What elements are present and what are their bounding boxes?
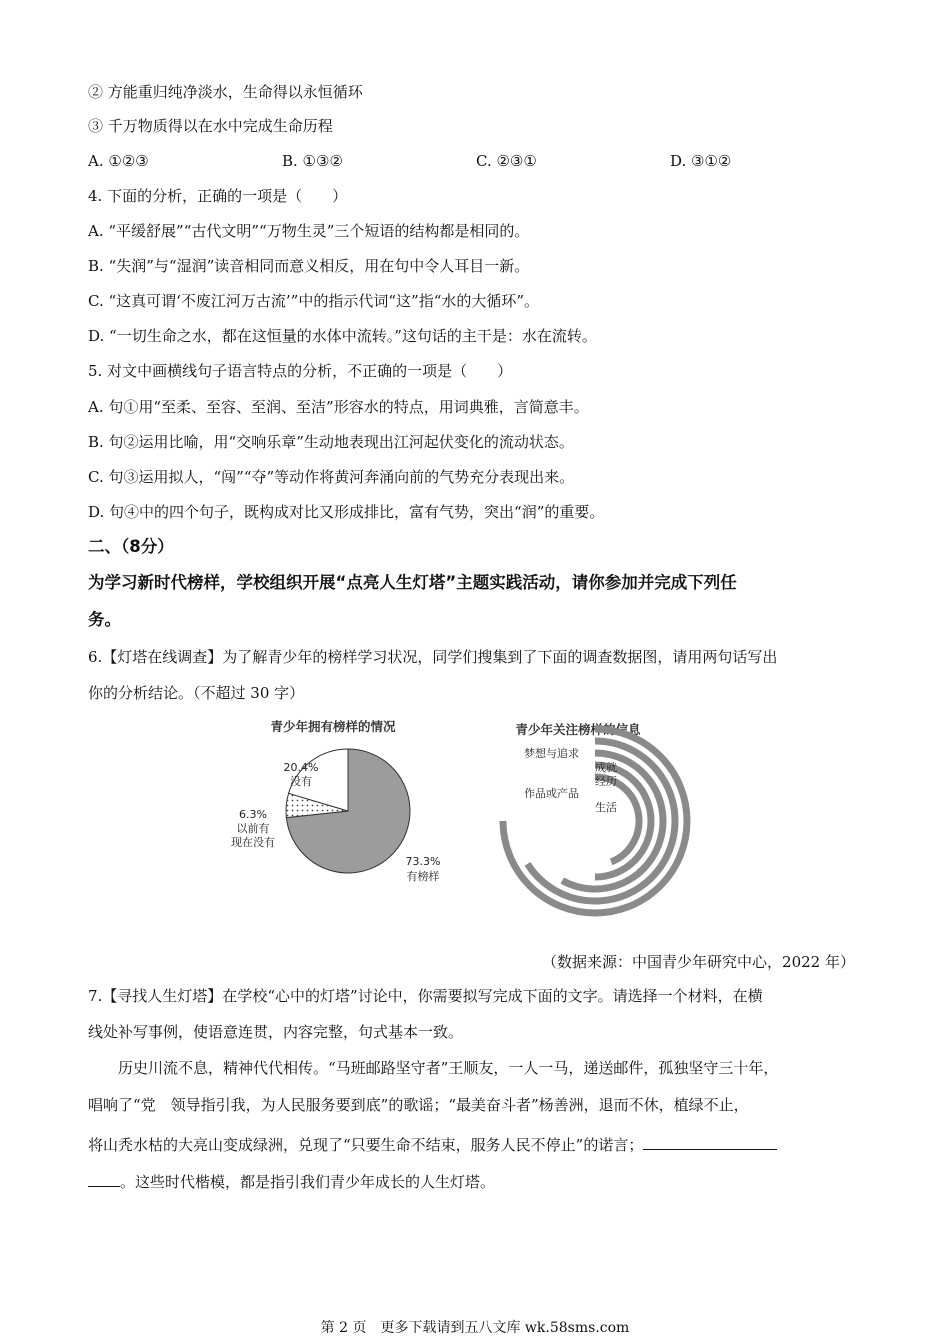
q4-option-a: A. “平缓舒展”“古代文明”“万物生灵”三个短语的结构都是相同的。 bbox=[88, 222, 530, 240]
q3-option-c: C. ②③① bbox=[476, 152, 537, 170]
q7-paragraph-line-4-text: 。这些时代楷模，都是指引我们青少年成长的人生灯塔。 bbox=[120, 1173, 496, 1191]
page-footer: 第 2 页 更多下载请到五八文库 wk.58sms.com bbox=[320, 1320, 630, 1336]
q5-stem: 5. 对文中画横线句子语言特点的分析，不正确的一项是（ ） bbox=[88, 362, 513, 380]
q7-paragraph-line-3-text: 将山秃水枯的大亮山变成绿洲，兑现了“只要生命不结束，服务人民不停止”的诺言； bbox=[88, 1136, 644, 1154]
data-source: （数据来源：中国青少年研究中心，2022 年） bbox=[542, 953, 855, 971]
q7-paragraph-line-3 bbox=[88, 1133, 777, 1155]
q4-option-d: D. “一切生命之水，都在这恒量的水体中流转。”这句话的主干是：水在流转。 bbox=[88, 327, 597, 345]
pie-label-former-1: 以前有 bbox=[236, 822, 270, 835]
q7-paragraph-line-2: 唱响了“党 领导指引我，为人民服务要到底”的歌谣；“最美奋斗者”杨善洲，退而不休，植绿不止， bbox=[88, 1096, 749, 1114]
q4-stem: 4. 下面的分析，正确的一项是（ ） bbox=[88, 187, 348, 205]
answer-blank-1[interactable] bbox=[643, 1133, 777, 1150]
radial-chart-title: 青少年关注榜样的信息 bbox=[515, 722, 641, 737]
section-heading: 二、（8分） bbox=[88, 537, 174, 556]
q5-option-d: D. 句④中的四个句子，既构成对比又形成排比，富有气势，突出“润”的重要。 bbox=[88, 503, 605, 521]
q3-item-3: ③ 千万物质得以在水中完成生命历程 bbox=[88, 117, 333, 135]
pie-label-former-percent: 6.3% bbox=[239, 808, 267, 821]
radial-label-dream: 梦想与追求 bbox=[524, 747, 579, 760]
pie-chart-title: 青少年拥有榜样的情况 bbox=[270, 719, 396, 734]
radial-chart bbox=[490, 713, 700, 918]
pie-label-has: 有榜样 bbox=[406, 870, 440, 883]
pie-label-former-2: 现在没有 bbox=[231, 836, 275, 849]
q3-item-2: ② 方能重归纯净淡水，生命得以永恒循环 bbox=[88, 83, 363, 101]
q3-option-a: A. ①②③ bbox=[88, 152, 149, 170]
q5-option-b: B. 句②运用比喻，用“交响乐章”生动地表现出江河起伏变化的流动状态。 bbox=[88, 433, 574, 451]
q5-option-a: A. 句①用“至柔、至容、至润、至洁”形容水的特点，用词典雅，言简意丰。 bbox=[88, 398, 589, 416]
q7-paragraph-line-4 bbox=[88, 1170, 495, 1192]
q3-option-b: B. ①③② bbox=[282, 152, 343, 170]
q6-line-1: 6.【灯塔在线调查】为了解青少年的榜样学习状况，同学们搜集到了下面的调查数据图，请用两句话写出 bbox=[88, 648, 778, 666]
pie-label-none-percent: 20.4% bbox=[283, 761, 319, 774]
q3-option-d: D. ③①② bbox=[670, 152, 732, 170]
radial-label-achievement: 成就 bbox=[595, 761, 617, 774]
radial-label-works: 作品或产品 bbox=[524, 787, 579, 800]
q4-option-b: B. “失润”与“湿润”读音相同而意义相反，用在句中令人耳目一新。 bbox=[88, 257, 530, 275]
q6-line-2: 你的分析结论。（不超过 30 字） bbox=[88, 684, 305, 702]
pie-label-none: 没有 bbox=[290, 775, 312, 788]
q7-line-2: 线处补写事例，使语意连贯，内容完整，句式基本一致。 bbox=[88, 1023, 464, 1041]
radial-label-experience: 经历 bbox=[595, 775, 617, 788]
q5-option-c: C. 句③运用拟人，“闯”“夺”等动作将黄河奔涌向前的气势充分表现出来。 bbox=[88, 468, 575, 486]
q7-paragraph-line-1: 历史川流不息，精神代代相传。“马班邮路坚守者”王顺友，一人一马，递送邮件，孤独坚守三十年， bbox=[118, 1059, 779, 1077]
q4-option-c: C. “这真可谓‘不废江河万古流’”中的指示代词“这”指“水的大循环”。 bbox=[88, 292, 540, 310]
radial-label-life: 生活 bbox=[595, 801, 617, 814]
answer-blank-2[interactable] bbox=[88, 1170, 120, 1187]
pie-chart bbox=[215, 713, 465, 913]
section-intro-line-1: 为学习新时代榜样，学校组织开展“点亮人生灯塔”主题实践活动，请你参加并完成下列任 bbox=[88, 573, 737, 592]
section-intro-line-2: 务。 bbox=[88, 610, 121, 629]
radial-arc-life bbox=[595, 777, 639, 862]
q7-line-1: 7.【寻找人生灯塔】在学校“心中的灯塔”讨论中，你需要拟写完成下面的文字。请选择一个材料，在横 bbox=[88, 987, 763, 1005]
pie-label-has-percent: 73.3% bbox=[405, 855, 441, 868]
